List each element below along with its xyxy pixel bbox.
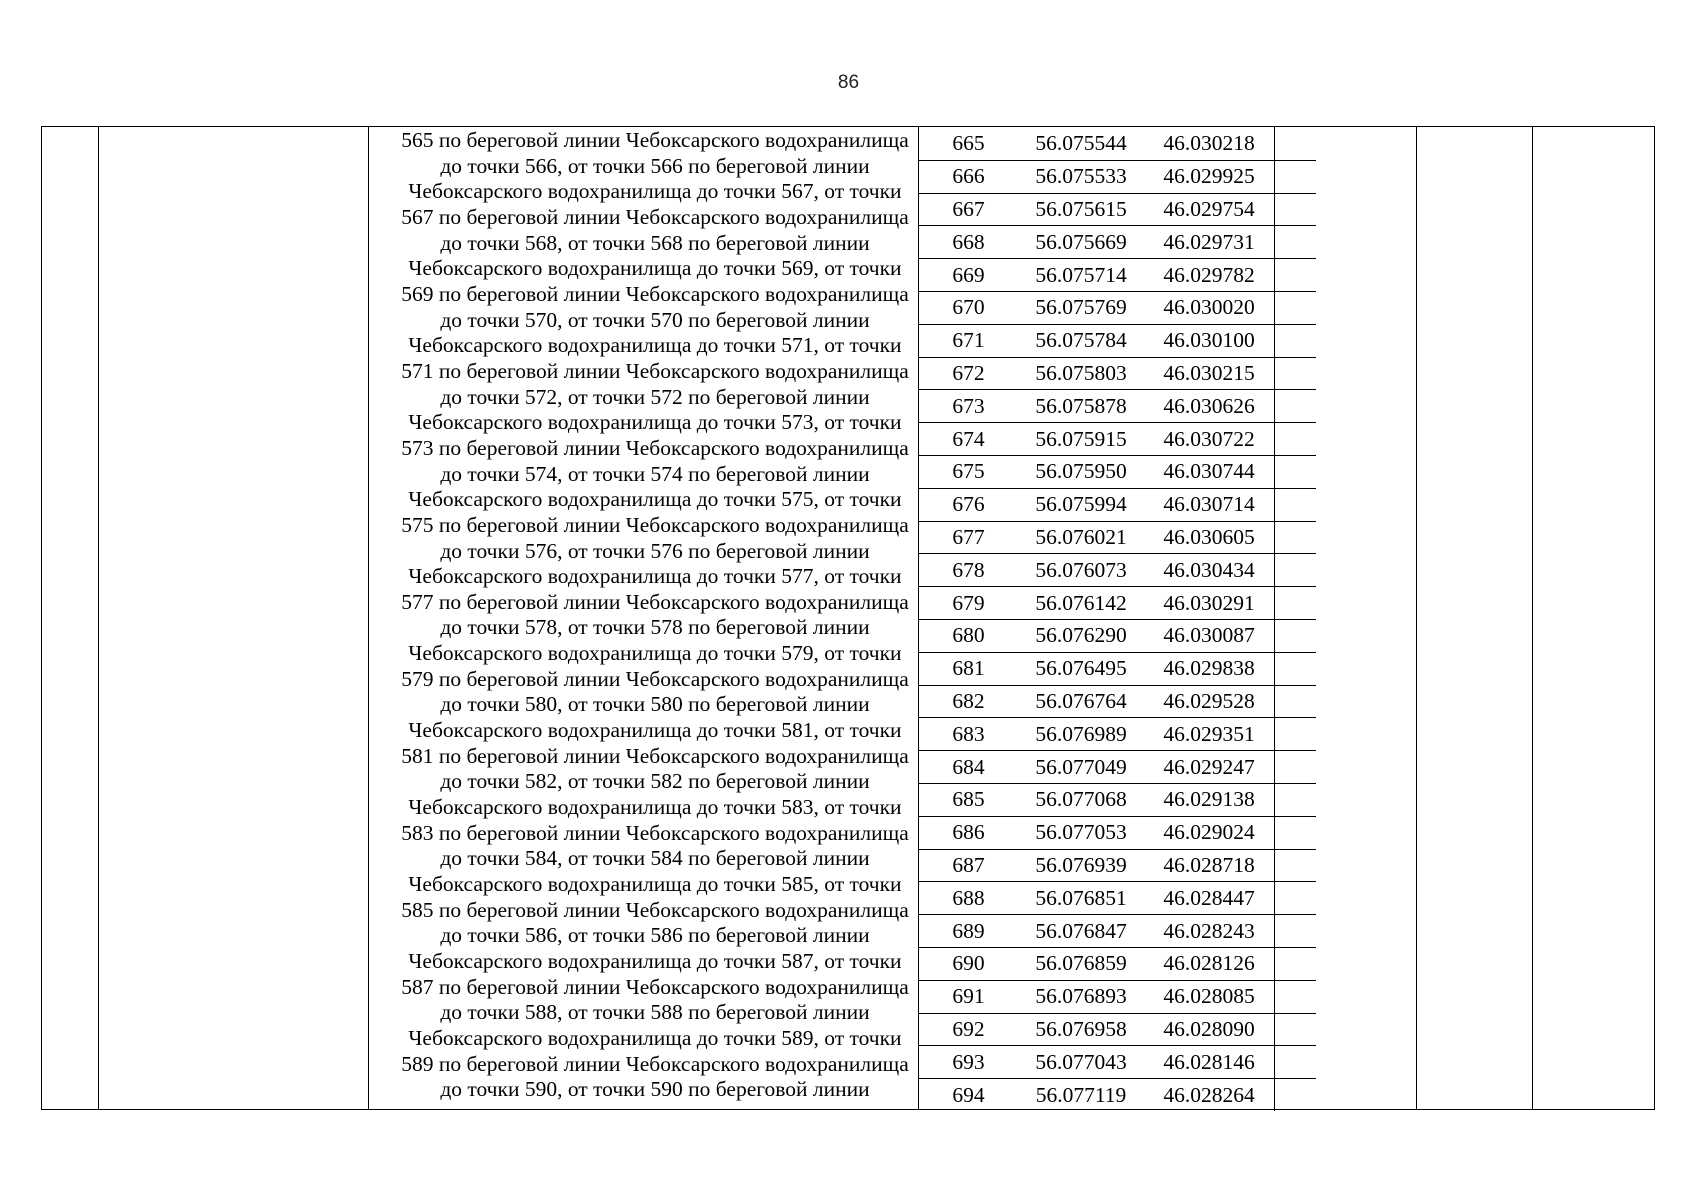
latitude-cell: 56.076142 bbox=[1035, 590, 1127, 615]
table-row bbox=[919, 193, 1316, 226]
latitude-cell: 56.077043 bbox=[1035, 1049, 1127, 1074]
point-number-cell: 692 bbox=[952, 1016, 985, 1041]
description-line: до точки 568, от точки 568 по береговой линии bbox=[440, 230, 870, 255]
point-number-cell: 691 bbox=[952, 984, 985, 1009]
point-number-cell: 678 bbox=[952, 557, 985, 582]
longitude-cell: 46.030087 bbox=[1144, 620, 1275, 652]
description-line: до точки 578, от точки 578 по береговой линии bbox=[440, 615, 870, 640]
longitude-cell: 46.030020 bbox=[1144, 292, 1275, 324]
longitude-cell: 46.030605 bbox=[1144, 522, 1275, 554]
point-number-cell: 681 bbox=[952, 656, 985, 681]
table-row bbox=[919, 717, 1316, 750]
point-number-cell: 670 bbox=[952, 295, 985, 320]
longitude-cell: 46.029247 bbox=[1144, 751, 1275, 783]
point-number-cell: 687 bbox=[952, 852, 985, 877]
point-number-cell: 688 bbox=[952, 885, 985, 910]
table-row bbox=[919, 389, 1316, 422]
description-line: 565 по береговой линии Чебоксарского водохранилища bbox=[401, 128, 909, 152]
latitude-cell: 56.076893 bbox=[1035, 984, 1127, 1009]
latitude-cell: 56.075803 bbox=[1035, 360, 1127, 385]
point-number-cell: 682 bbox=[952, 688, 985, 713]
table-row bbox=[919, 1045, 1316, 1078]
description-line: до точки 570, от точки 570 по береговой линии bbox=[440, 307, 870, 332]
description-line: Чебоксарского водохранилища до точки 575, от точки bbox=[408, 487, 902, 512]
latitude-cell: 56.075994 bbox=[1035, 492, 1127, 517]
latitude-cell: 56.076021 bbox=[1035, 524, 1127, 549]
longitude-cell: 46.030744 bbox=[1144, 456, 1275, 488]
description-line: 569 по береговой линии Чебоксарского водохранилища bbox=[401, 281, 909, 306]
description-line: 587 по береговой линии Чебоксарского водохранилища bbox=[401, 974, 909, 999]
longitude-cell: 46.028243 bbox=[1144, 915, 1275, 947]
description-line: 583 по береговой линии Чебоксарского водохранилища bbox=[401, 820, 909, 845]
description-line: Чебоксарского водохранилища до точки 589, от точки bbox=[408, 1025, 902, 1050]
point-number-cell: 671 bbox=[952, 328, 985, 353]
point-number-cell: 675 bbox=[952, 459, 985, 484]
longitude-cell: 46.030215 bbox=[1144, 358, 1275, 390]
description-line: до точки 586, от точки 586 по береговой линии bbox=[440, 923, 870, 948]
table-row bbox=[919, 619, 1316, 652]
latitude-cell: 56.076764 bbox=[1035, 688, 1127, 713]
longitude-cell: 46.028718 bbox=[1144, 850, 1275, 882]
longitude-cell: 46.029782 bbox=[1144, 259, 1275, 291]
longitude-cell: 46.030218 bbox=[1144, 127, 1275, 160]
page-number: 86 bbox=[837, 72, 860, 93]
longitude-cell: 46.029925 bbox=[1144, 161, 1275, 193]
latitude-cell: 56.076495 bbox=[1035, 656, 1127, 681]
latitude-cell: 56.075544 bbox=[1035, 130, 1127, 155]
table-row bbox=[919, 1078, 1316, 1111]
table-row bbox=[919, 127, 1316, 160]
latitude-cell: 56.077119 bbox=[1035, 1082, 1127, 1107]
latitude-cell: 56.076847 bbox=[1035, 918, 1127, 943]
table-row bbox=[919, 980, 1316, 1013]
latitude-cell: 56.075669 bbox=[1035, 229, 1127, 254]
longitude-cell: 46.029754 bbox=[1144, 194, 1275, 226]
point-number-cell: 685 bbox=[952, 787, 985, 812]
point-number-cell: 674 bbox=[952, 426, 985, 451]
table-row bbox=[919, 914, 1316, 947]
table-row bbox=[919, 521, 1316, 554]
description-line: до точки 576, от точки 576 по береговой линии bbox=[440, 538, 870, 563]
description-line: Чебоксарского водохранилища до точки 583, от точки bbox=[408, 795, 902, 820]
description-line: 579 по береговой линии Чебоксарского водохранилища bbox=[401, 666, 909, 691]
longitude-cell: 46.028146 bbox=[1144, 1046, 1275, 1078]
latitude-cell: 56.075769 bbox=[1035, 295, 1127, 320]
table-row bbox=[919, 422, 1316, 455]
description-line: до точки 566, от точки 566 по береговой линии bbox=[440, 153, 870, 178]
table-row bbox=[919, 750, 1316, 783]
longitude-cell: 46.030291 bbox=[1144, 587, 1275, 619]
latitude-cell: 56.077049 bbox=[1035, 754, 1127, 779]
description-line: до точки 572, от точки 572 по береговой линии bbox=[440, 384, 870, 409]
description-line: Чебоксарского водохранилища до точки 579, от точки bbox=[408, 641, 902, 666]
table-row bbox=[919, 553, 1316, 586]
longitude-cell: 46.030714 bbox=[1144, 489, 1275, 521]
point-number-cell: 693 bbox=[952, 1049, 985, 1074]
point-number-cell: 666 bbox=[952, 164, 985, 189]
description-line: Чебоксарского водохранилища до точки 577, от точки bbox=[408, 564, 902, 589]
point-number-cell: 683 bbox=[952, 721, 985, 746]
longitude-cell: 46.029731 bbox=[1144, 226, 1275, 258]
point-number-cell: 680 bbox=[952, 623, 985, 648]
description-line: Чебоксарского водохранилища до точки 585, от точки bbox=[408, 872, 902, 897]
coordinate-rows bbox=[919, 127, 1316, 1111]
latitude-cell: 56.075615 bbox=[1035, 196, 1127, 221]
table-row bbox=[919, 488, 1316, 521]
table-row bbox=[919, 685, 1316, 718]
description-line: до точки 574, от точки 574 по береговой линии bbox=[440, 461, 870, 486]
description-line: 567 по береговой линии Чебоксарского водохранилища bbox=[401, 204, 909, 229]
longitude-cell: 46.028090 bbox=[1144, 1014, 1275, 1046]
longitude-cell: 46.028447 bbox=[1144, 882, 1275, 914]
longitude-cell: 46.030100 bbox=[1144, 325, 1275, 357]
description-line: 575 по береговой линии Чебоксарского водохранилища bbox=[401, 512, 909, 537]
table-row bbox=[919, 652, 1316, 685]
longitude-cell: 46.029838 bbox=[1144, 653, 1275, 685]
description-line: до точки 580, от точки 580 по береговой линии bbox=[440, 692, 870, 717]
latitude-cell: 56.077053 bbox=[1035, 820, 1127, 845]
table-row bbox=[919, 455, 1316, 488]
description-line: до точки 582, от точки 582 по береговой линии bbox=[440, 769, 870, 794]
table-row bbox=[919, 586, 1316, 619]
table-row bbox=[919, 160, 1316, 193]
column-divider bbox=[98, 127, 99, 1109]
description-line: Чебоксарского водохранилища до точки 581, от точки bbox=[408, 718, 902, 743]
point-number-cell: 673 bbox=[952, 393, 985, 418]
longitude-cell: 46.028126 bbox=[1144, 948, 1275, 980]
table-row bbox=[919, 324, 1316, 357]
longitude-cell: 46.030722 bbox=[1144, 423, 1275, 455]
point-number-cell: 667 bbox=[952, 196, 985, 221]
table-row bbox=[919, 357, 1316, 390]
point-number-cell: 677 bbox=[952, 524, 985, 549]
description-line: Чебоксарского водохранилища до точки 571, от точки bbox=[408, 333, 902, 358]
longitude-cell: 46.029528 bbox=[1144, 686, 1275, 718]
description-line: 589 по береговой линии Чебоксарского водохранилища bbox=[401, 1051, 909, 1076]
point-number-cell: 668 bbox=[952, 229, 985, 254]
description-line: Чебоксарского водохранилища до точки 573, от точки bbox=[408, 410, 902, 435]
description-line: Чебоксарского водохранилища до точки 567, от точки bbox=[408, 179, 902, 204]
point-number-cell: 672 bbox=[952, 360, 985, 385]
longitude-cell: 46.029024 bbox=[1144, 817, 1275, 849]
latitude-cell: 56.075915 bbox=[1035, 426, 1127, 451]
latitude-cell: 56.075714 bbox=[1035, 262, 1127, 287]
table-row bbox=[919, 225, 1316, 258]
point-number-cell: 694 bbox=[952, 1082, 985, 1107]
latitude-cell: 56.075533 bbox=[1035, 164, 1127, 189]
longitude-cell: 46.030626 bbox=[1144, 390, 1275, 422]
table-row bbox=[919, 783, 1316, 816]
description-line: 581 по береговой линии Чебоксарского водохранилища bbox=[401, 743, 909, 768]
point-number-cell: 684 bbox=[952, 754, 985, 779]
table-row bbox=[919, 849, 1316, 882]
latitude-cell: 56.075950 bbox=[1035, 459, 1127, 484]
point-number-cell: 676 bbox=[952, 492, 985, 517]
latitude-cell: 56.076958 bbox=[1035, 1016, 1127, 1041]
point-number-cell: 689 bbox=[952, 918, 985, 943]
latitude-cell: 56.075784 bbox=[1035, 328, 1127, 353]
latitude-cell: 56.076851 bbox=[1035, 885, 1127, 910]
table-row bbox=[919, 881, 1316, 914]
description-line: до точки 584, от точки 584 по береговой линии bbox=[440, 846, 870, 871]
table-row bbox=[919, 258, 1316, 291]
description-line: до точки 588, от точки 588 по береговой линии bbox=[440, 1000, 870, 1025]
description-line: 571 по береговой линии Чебоксарского водохранилища bbox=[401, 358, 909, 383]
description-line: Чебоксарского водохранилища до точки 587, от точки bbox=[408, 949, 902, 973]
description-line: 573 по береговой линии Чебоксарского водохранилища bbox=[401, 435, 909, 460]
description-line: до точки 590, от точки 590 по береговой линии bbox=[440, 1077, 870, 1102]
description-line: Чебоксарского водохранилища до точки 569, от точки bbox=[408, 256, 902, 281]
coordinates-table bbox=[41, 126, 1655, 1110]
table-row bbox=[919, 816, 1316, 849]
table-row bbox=[919, 1013, 1316, 1046]
point-number-cell: 665 bbox=[952, 130, 985, 155]
latitude-cell: 56.075878 bbox=[1035, 393, 1127, 418]
latitude-cell: 56.076939 bbox=[1035, 852, 1127, 877]
latitude-cell: 56.076290 bbox=[1035, 623, 1127, 648]
column-divider bbox=[1416, 127, 1417, 1109]
longitude-cell: 46.030434 bbox=[1144, 554, 1275, 586]
latitude-cell: 56.076073 bbox=[1035, 557, 1127, 582]
longitude-cell: 46.029138 bbox=[1144, 784, 1275, 816]
table-row bbox=[919, 947, 1316, 980]
point-number-cell: 690 bbox=[952, 951, 985, 976]
longitude-cell: 46.028264 bbox=[1144, 1079, 1275, 1111]
point-number-cell: 679 bbox=[952, 590, 985, 615]
latitude-cell: 56.076859 bbox=[1035, 951, 1127, 976]
latitude-cell: 56.076989 bbox=[1035, 721, 1127, 746]
longitude-cell: 46.029351 bbox=[1144, 718, 1275, 750]
description-line: 585 по береговой линии Чебоксарского водохранилища bbox=[401, 897, 909, 922]
table-row bbox=[919, 291, 1316, 324]
point-number-cell: 686 bbox=[952, 820, 985, 845]
longitude-cell: 46.028085 bbox=[1144, 981, 1275, 1013]
boundary-description bbox=[369, 127, 941, 1111]
latitude-cell: 56.077068 bbox=[1035, 787, 1127, 812]
column-divider bbox=[1532, 127, 1533, 1109]
point-number-cell: 669 bbox=[952, 262, 985, 287]
description-line: 577 по береговой линии Чебоксарского водохранилища bbox=[401, 589, 909, 614]
